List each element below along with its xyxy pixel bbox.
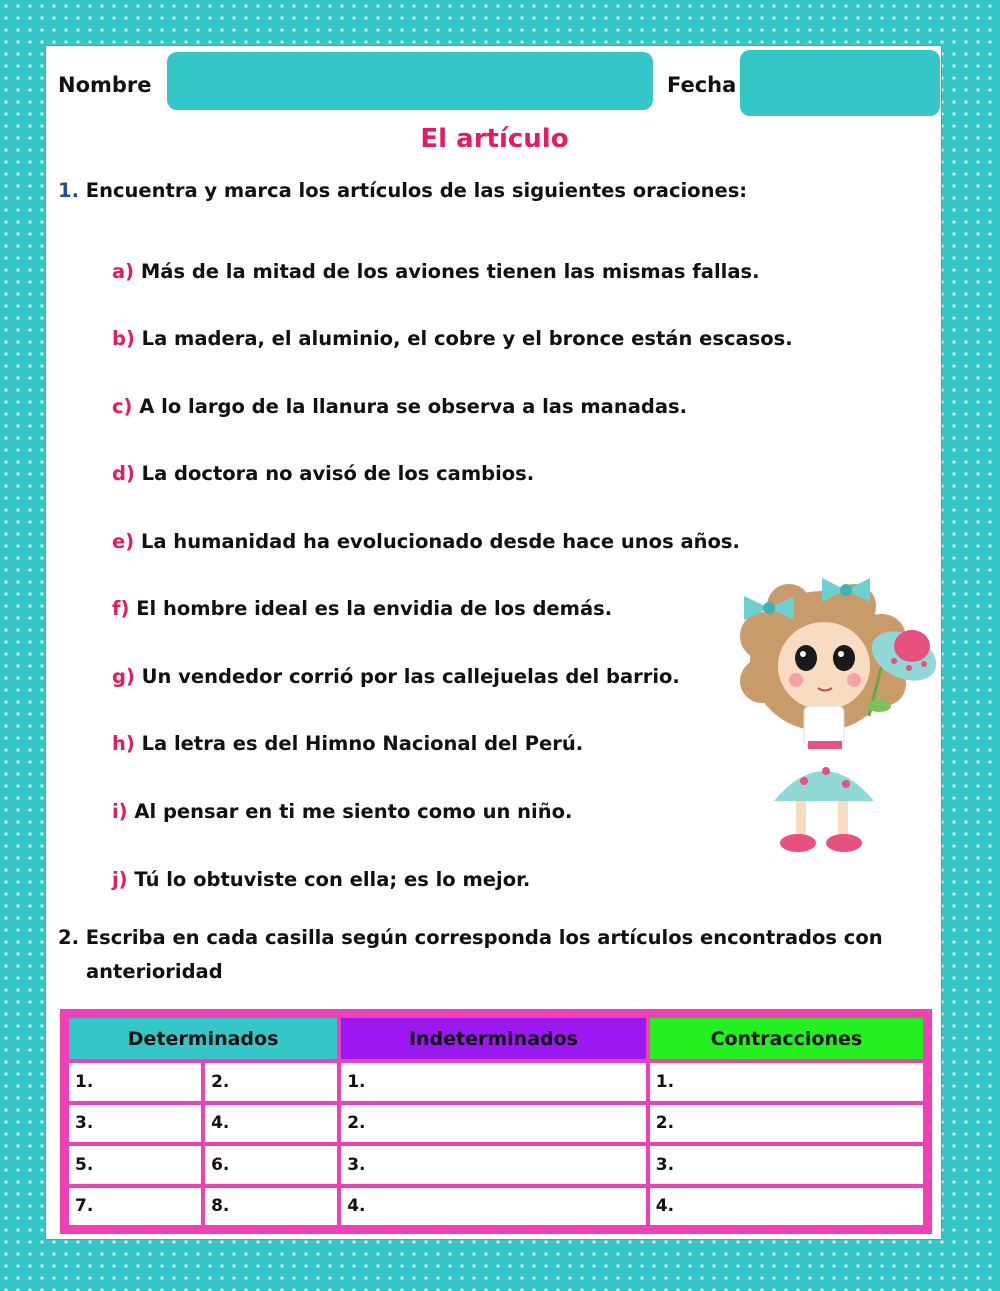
table-cell[interactable]: 7. [69,1188,201,1226]
table-cell[interactable]: 1. [341,1063,646,1100]
sentence-letter: e) [112,530,135,553]
section2-instruction-line2: anterioridad [86,960,223,983]
name-field[interactable] [167,52,653,110]
section1-instruction-text: Encuentra y marca los artículos de las siguientes oraciones: [85,179,748,202]
sentence-letter: h) [112,732,135,755]
sentence-letter: g) [112,665,135,688]
table-cell[interactable]: 3. [650,1146,923,1183]
sentence-b [112,327,793,350]
worksheet [45,45,942,1240]
sentence-text: La humanidad ha evolucionado desde hace unos años. [140,530,740,553]
page-title: El artículo [420,124,569,154]
table-cell[interactable]: 4. [341,1188,646,1226]
sentence-c [112,395,687,418]
girl-with-flower-icon [734,566,944,861]
table-row [69,1105,923,1142]
sentence-j [112,868,530,891]
header-indeterminados: Indeterminados [341,1018,646,1059]
table-cell[interactable]: 2. [341,1105,646,1142]
table-cell[interactable]: 8. [205,1188,337,1226]
sentence-text: La madera, el aluminio, el cobre y el bronce están escasos. [141,327,793,350]
sentence-letter: j) [112,868,128,891]
date-field[interactable] [740,50,940,116]
sentence-text: El hombre ideal es la envidia de los demás. [136,597,613,620]
table-cell[interactable]: 5. [69,1146,201,1183]
sentence-i [112,800,572,823]
table-cell[interactable]: 4. [650,1188,923,1226]
table-cell[interactable]: 3. [69,1105,201,1142]
sentence-g [112,665,680,688]
name-label: Nombre [58,73,152,97]
table-cell[interactable]: 4. [205,1105,337,1142]
section1-number: 1. [58,179,79,202]
sentence-text: Al pensar en ti me siento como un niño. [134,800,573,823]
section2-instruction-line1: 2. Escriba en cada casilla según corresponda los artículos encontrados con [58,926,883,949]
table-cell[interactable]: 2. [650,1105,923,1142]
sentence-a [112,260,760,283]
table-header-row [69,1018,923,1059]
sentence-letter: c) [112,395,133,418]
table-cell[interactable]: 3. [341,1146,646,1183]
sentence-f [112,597,612,620]
sentence-letter: i) [112,800,128,823]
table-cell[interactable]: 1. [650,1063,923,1100]
sentence-text: Más de la mitad de los aviones tienen las mismas fallas. [140,260,760,283]
sentence-letter: a) [112,260,135,283]
header-determinados: Determinados [69,1018,337,1059]
header-contracciones: Contracciones [650,1018,923,1059]
sentence-h [112,732,583,755]
sentence-text: La doctora no avisó de los cambios. [141,462,535,485]
sentence-text: Tú lo obtuviste con ella; es lo mejor. [134,868,531,891]
articles-table [60,1009,932,1234]
table-row [69,1063,923,1100]
sentence-letter: f) [112,597,130,620]
table-cell[interactable]: 2. [205,1063,337,1100]
sentence-d [112,462,534,485]
date-label: Fecha [667,73,737,97]
table-row [69,1188,923,1226]
table-row [69,1146,923,1183]
section2-instruction [58,921,931,989]
sentence-letter: d) [112,462,135,485]
section1-instruction [58,179,747,202]
sentence-text: La letra es del Himno Nacional del Perú. [141,732,584,755]
sentence-e [112,530,740,553]
sentence-text: A lo largo de la llanura se observa a las manadas. [139,395,688,418]
sentence-text: Un vendedor corrió por las callejuelas del barrio. [141,665,680,688]
table-cell[interactable]: 1. [69,1063,201,1100]
sentence-letter: b) [112,327,135,350]
table-cell[interactable]: 6. [205,1146,337,1183]
